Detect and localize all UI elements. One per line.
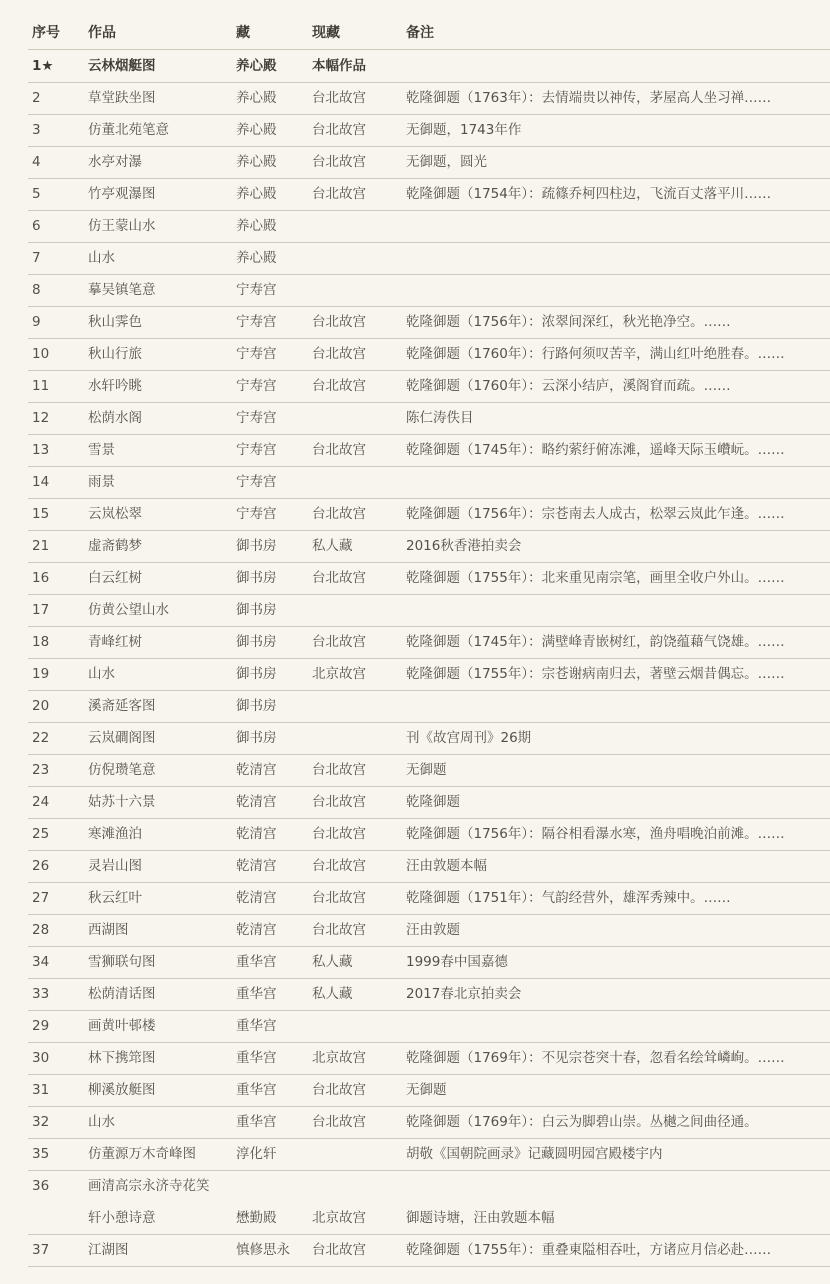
row-location: 台北故宫 (312, 442, 366, 458)
row-location: 台北故宫 (312, 154, 366, 170)
row-note: 乾隆御题（1756年）：隔谷相看瀑水寒，渔舟唱晚泊前滩。…… (406, 826, 785, 842)
table-row (28, 146, 830, 179)
row-number: 35 (32, 1146, 50, 1162)
row-location: 台北故宫 (312, 1242, 366, 1258)
row-note: 汪由敦题本幅 (406, 858, 487, 874)
row-number: 32 (32, 1114, 50, 1130)
row-work: 松荫清话图 (88, 986, 156, 1002)
table-row (28, 882, 830, 915)
row-number: 19 (32, 666, 50, 682)
row-location: 台北故宫 (312, 1114, 366, 1130)
row-location: 私人藏 (312, 986, 353, 1002)
row-work: 画清高宗永济寺花笑 (88, 1178, 210, 1194)
row-work: 仿倪瓒笔意 (88, 762, 156, 778)
row-hall: 养心殿 (236, 122, 277, 138)
row-note: 乾隆御题（1760年）：行路何须叹苦辛，满山红叶绝胜春。…… (406, 346, 785, 362)
row-hall: 淳化轩 (236, 1146, 277, 1162)
row-location: 台北故宫 (312, 1082, 366, 1098)
row-hall: 宁寿宫 (236, 474, 277, 490)
row-hall: 御书房 (236, 634, 277, 650)
row-hall: 养心殿 (236, 186, 277, 202)
row-work: 仿王蒙山水 (88, 218, 156, 234)
row-hall: 御书房 (236, 538, 277, 554)
row-number: 6 (32, 218, 41, 234)
row-hall: 养心殿 (236, 90, 277, 106)
row-location: 台北故宫 (312, 794, 366, 810)
header-note: 备注 (406, 25, 434, 41)
table-row (28, 690, 830, 723)
table-row (28, 562, 830, 595)
row-number: 13 (32, 442, 50, 458)
row-location: 台北故宫 (312, 506, 366, 522)
row-work: 秋山霁色 (88, 314, 142, 330)
row-hall: 重华宫 (236, 986, 277, 1002)
row-location: 台北故宫 (312, 922, 366, 938)
row-note: 乾隆御题（1745年）：略约萦纡俯冻滩，遥峰天际玉巑岏。…… (406, 442, 785, 458)
table-row (28, 1106, 830, 1139)
row-work: 仿黄公望山水 (88, 602, 169, 618)
row-location: 台北故宫 (312, 826, 366, 842)
row-work: 水亭对瀑 (88, 154, 142, 170)
row-number: 22 (32, 730, 50, 746)
row-work: 水轩吟眺 (88, 378, 142, 394)
row-hall: 宁寿宫 (236, 282, 277, 298)
row-number: 28 (32, 922, 50, 938)
table-row (28, 274, 830, 307)
row-location: 台北故宫 (312, 122, 366, 138)
table-row (28, 626, 830, 659)
row-number: 12 (32, 410, 50, 426)
row-location: 台北故宫 (312, 90, 366, 106)
row-location: 北京故宫 (312, 666, 366, 682)
row-location: 台北故宫 (312, 762, 366, 778)
row-work: 灵岩山图 (88, 858, 142, 874)
row-hall: 养心殿 (236, 58, 277, 74)
row-work: 柳溪放艇图 (88, 1082, 156, 1098)
row-number: 18 (32, 634, 50, 650)
table-row (28, 82, 830, 115)
row-hall: 乾清宫 (236, 922, 277, 938)
row-hall: 宁寿宫 (236, 378, 277, 394)
row-hall: 乾清宫 (236, 890, 277, 906)
row-location: 台北故宫 (312, 890, 366, 906)
row-hall: 养心殿 (236, 154, 277, 170)
row-hall: 御书房 (236, 602, 277, 618)
row-number: 26 (32, 858, 50, 874)
table-row (28, 306, 830, 339)
table-row (28, 1042, 830, 1075)
row-number: 15 (32, 506, 50, 522)
table-row (28, 210, 830, 243)
row-note: 无御题，1743年作 (406, 122, 522, 138)
row-hall: 宁寿宫 (236, 442, 277, 458)
row-number: 27 (32, 890, 50, 906)
row-note: 无御题 (406, 762, 447, 778)
row-location: 台北故宫 (312, 570, 366, 586)
row-note: 无御题 (406, 1082, 447, 1098)
row-hall: 重华宫 (236, 954, 277, 970)
row-hall: 重华宫 (236, 1082, 277, 1098)
row-hall: 御书房 (236, 666, 277, 682)
row-number: 8 (32, 282, 41, 298)
row-number: 5 (32, 186, 41, 202)
row-note: 1999春中国嘉德 (406, 954, 508, 970)
row-work: 草堂趺坐图 (88, 90, 156, 106)
table-row (28, 850, 830, 883)
row-work: 虚斋鹤梦 (88, 538, 142, 554)
row-number: 16 (32, 570, 50, 586)
header-location: 现藏 (312, 25, 340, 41)
row-location: 私人藏 (312, 538, 353, 554)
row-location: 本幅作品 (312, 58, 366, 74)
row-note: 乾隆御题（1751年）：气韵经营外，雄浑秀辣中。…… (406, 890, 731, 906)
table-row (28, 402, 830, 435)
table-row (28, 466, 830, 499)
row-note: 御题诗塘，汪由敦题本幅 (406, 1210, 555, 1226)
row-note: 2017春北京拍卖会 (406, 986, 522, 1002)
row-work: 仿董北苑笔意 (88, 122, 169, 138)
row-number: 14 (32, 474, 50, 490)
table-row (28, 1234, 830, 1267)
table-row (28, 722, 830, 755)
row-number: 23 (32, 762, 50, 778)
row-number: 20 (32, 698, 50, 714)
row-number: 11 (32, 378, 50, 394)
row-hall: 乾清宫 (236, 826, 277, 842)
row-hall: 乾清宫 (236, 762, 277, 778)
row-note: 乾隆御题（1755年）：重叠東隘相吞吐，方诸应月信必赴…… (406, 1242, 772, 1258)
table-row (28, 530, 830, 563)
row-number: 17 (32, 602, 50, 618)
row-work: 秋云红叶 (88, 890, 142, 906)
row-work: 雪景 (88, 442, 115, 458)
row-note: 乾隆御题（1756年）：浓翠间深红，秋光艳净空。…… (406, 314, 731, 330)
row-note: 胡敬《国朝院画录》记藏圆明园宫殿楼宇内 (406, 1146, 663, 1162)
table-row (28, 434, 830, 467)
row-hall: 宁寿宫 (236, 346, 277, 362)
table-row (28, 978, 830, 1011)
row-number: 7 (32, 250, 41, 266)
row-work: 青峰红树 (88, 634, 142, 650)
row-number: 31 (32, 1082, 50, 1098)
table-row (28, 498, 830, 531)
row-note: 乾隆御题（1769年）：白云为脚碧山崇。丛樾之间曲径通。 (406, 1114, 758, 1130)
row-work: 江湖图 (88, 1242, 129, 1258)
table-row (28, 594, 830, 627)
row-location: 台北故宫 (312, 634, 366, 650)
row-work: 云林烟艇图 (88, 58, 156, 74)
row-location: 台北故宫 (312, 314, 366, 330)
row-number: 30 (32, 1050, 50, 1066)
row-number: 25 (32, 826, 50, 842)
row-location: 台北故宫 (312, 186, 366, 202)
row-number: 21 (32, 538, 50, 554)
row-number: 34 (32, 954, 50, 970)
row-number: 1★ (32, 58, 54, 74)
table-header (28, 17, 830, 50)
row-location: 北京故宫 (312, 1210, 366, 1226)
row-work: 松荫水阁 (88, 410, 142, 426)
header-work: 作品 (88, 25, 116, 41)
row-work: 画黄叶邨楼 (88, 1018, 156, 1034)
row-work: 姑苏十六景 (88, 794, 156, 810)
table-row (28, 754, 830, 787)
table-row (28, 1170, 830, 1202)
table-row (28, 658, 830, 691)
row-work: 秋山行旅 (88, 346, 142, 362)
row-number: 29 (32, 1018, 50, 1034)
row-hall: 宁寿宫 (236, 410, 277, 426)
row-location: 台北故宫 (312, 378, 366, 394)
table-row (28, 946, 830, 979)
row-number: 3 (32, 122, 41, 138)
table-row (28, 370, 830, 403)
row-hall: 御书房 (236, 698, 277, 714)
row-number: 37 (32, 1242, 50, 1258)
row-work: 西湖图 (88, 922, 129, 938)
row-work: 仿董源万木奇峰图 (88, 1146, 196, 1162)
row-number: 10 (32, 346, 50, 362)
row-note: 乾隆御题 (406, 794, 460, 810)
row-hall: 宁寿宫 (236, 506, 277, 522)
table-row (28, 50, 830, 83)
row-hall: 养心殿 (236, 218, 277, 234)
row-hall: 宁寿宫 (236, 314, 277, 330)
row-hall: 御书房 (236, 570, 277, 586)
row-hall: 重华宫 (236, 1050, 277, 1066)
row-hall: 重华宫 (236, 1018, 277, 1034)
table-row (28, 1138, 830, 1171)
row-note: 乾隆御题（1769年）：不见宗苍突十春，忽看名绘耸嶙峋。…… (406, 1050, 785, 1066)
row-work: 山水 (88, 250, 115, 266)
row-note: 2016秋香港拍卖会 (406, 538, 522, 554)
row-note: 乾隆御题（1760年）：云深小结庐，溪阁窅而疏。…… (406, 378, 731, 394)
table-row (28, 338, 830, 371)
row-location: 台北故宫 (312, 346, 366, 362)
table-row (28, 1010, 830, 1043)
row-note: 乾隆御题（1754年）：疏篠乔柯四柱边，飞流百丈落平川…… (406, 186, 772, 202)
table-row (28, 914, 830, 947)
header-hall: 藏 (236, 25, 250, 41)
row-number: 9 (32, 314, 41, 330)
row-work: 白云红树 (88, 570, 142, 586)
table-row (28, 818, 830, 851)
row-hall: 乾清宫 (236, 858, 277, 874)
row-location: 私人藏 (312, 954, 353, 970)
row-note: 乾隆御题（1755年）：北来重见南宗笔，画里全收户外山。…… (406, 570, 785, 586)
row-work: 轩小憩诗意 (88, 1210, 156, 1226)
table-row (28, 114, 830, 147)
row-work: 溪斋延客图 (88, 698, 156, 714)
row-work: 云岚磵阁图 (88, 730, 156, 746)
row-note: 乾隆御题（1755年）：宗苍谢病南归去，著壁云烟昔偶忘。…… (406, 666, 785, 682)
row-work: 竹亭观瀑图 (88, 186, 156, 202)
row-work: 山水 (88, 666, 115, 682)
row-location: 北京故宫 (312, 1050, 366, 1066)
row-note: 汪由敦题 (406, 922, 460, 938)
row-note: 陈仁涛佚目 (406, 410, 474, 426)
row-hall: 慎修思永 (236, 1242, 290, 1258)
row-hall: 御书房 (236, 730, 277, 746)
row-number: 2 (32, 90, 41, 106)
row-number: 4 (32, 154, 41, 170)
row-work: 林下携筇图 (88, 1050, 156, 1066)
header-number: 序号 (32, 25, 60, 41)
row-note: 乾隆御题（1763年）：去情端贵以神传，茅屋高人坐习禅…… (406, 90, 772, 106)
row-note: 无御题，圆光 (406, 154, 487, 170)
table-row (28, 1074, 830, 1107)
table-row (28, 1202, 830, 1235)
row-work: 雨景 (88, 474, 115, 490)
row-work: 摹吴镇笔意 (88, 282, 156, 298)
row-note: 刊《故宫周刊》26期 (406, 730, 532, 746)
row-work: 雪狮联句图 (88, 954, 156, 970)
row-hall: 乾清宫 (236, 794, 277, 810)
row-location: 台北故宫 (312, 858, 366, 874)
row-hall: 重华宫 (236, 1114, 277, 1130)
row-note: 乾隆御题（1745年）：满壁峰青嵌树红，韵饶蕴藉气饶雄。…… (406, 634, 785, 650)
table-row (28, 242, 830, 275)
row-number: 33 (32, 986, 50, 1002)
row-number: 36 (32, 1178, 50, 1194)
row-work: 山水 (88, 1114, 115, 1130)
table-row (28, 786, 830, 819)
row-work: 云岚松翠 (88, 506, 142, 522)
row-hall: 懋勤殿 (236, 1210, 277, 1226)
row-hall: 养心殿 (236, 250, 277, 266)
row-note: 乾隆御题（1756年）：宗苍南去人成古，松翠云岚此乍逢。…… (406, 506, 785, 522)
table-row (28, 178, 830, 211)
row-number: 24 (32, 794, 50, 810)
row-work: 寒滩渔泊 (88, 826, 142, 842)
